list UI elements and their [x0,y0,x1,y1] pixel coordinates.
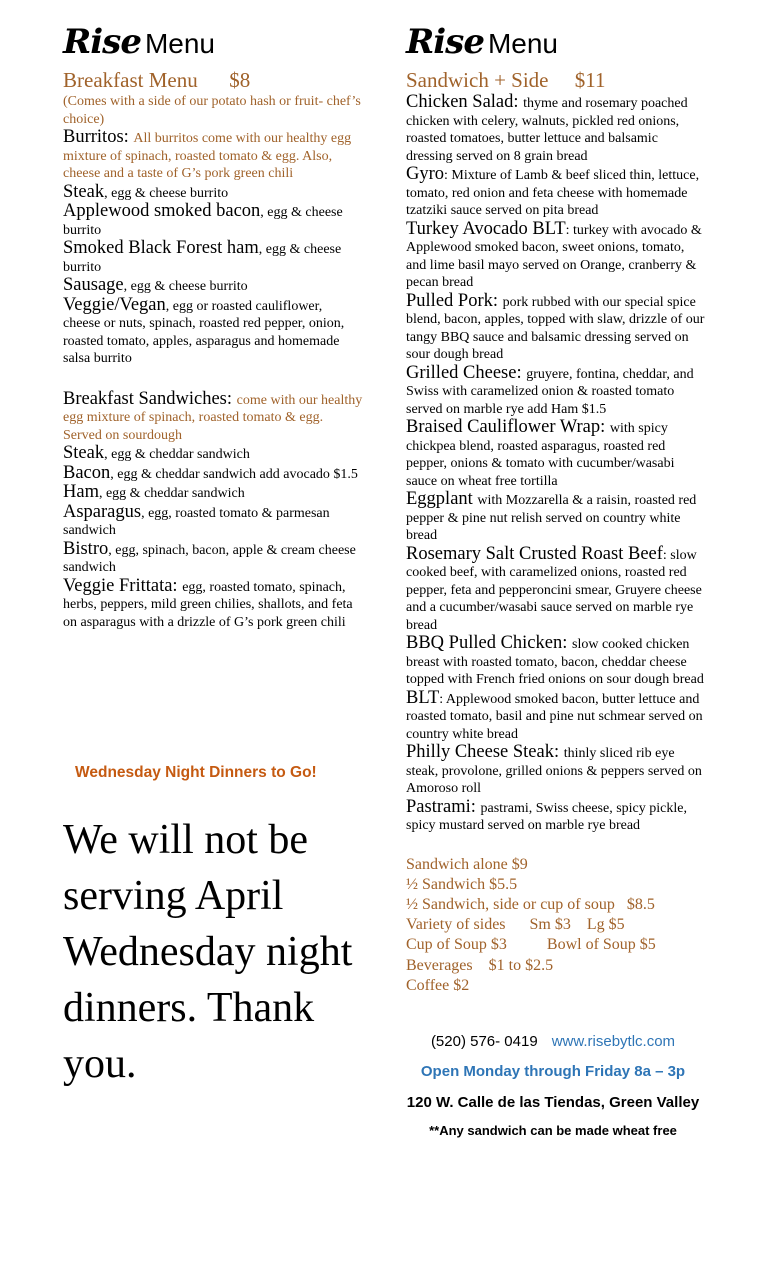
menu-item [406,744,708,798]
menu-item [406,218,708,292]
item-desc: , egg, roasted tomato & parmesan sandwich [63,505,330,538]
menu-item [63,203,363,239]
menu-item [63,277,363,296]
item-name: Bistro [63,538,109,559]
burritos-intro [63,129,363,183]
menu-item [63,240,363,276]
item-desc: , egg & cheese burrito [104,185,229,201]
item-name: BLT [406,687,440,708]
menu-item [406,635,708,689]
menu-item [406,796,708,835]
menu-item [63,294,363,368]
item-name: Pulled Pork: [406,290,503,311]
item-name: Veggie/Vegan [63,294,166,315]
right-column [406,22,708,1138]
price-line: Coffee $2 [406,976,470,994]
price-line: Cup of Soup $3 Bowl of Soup $5 [406,936,656,954]
closure-notice: We will not be serving April Wednesday night dinners. Thank you. [63,817,353,1087]
phone-number[interactable]: (520) 576- 0419 [430,1032,538,1050]
sandwich-section-title: Sandwich + Side $11 [406,68,606,92]
item-desc: , egg & cheese burrito [63,242,342,275]
price-line: Beverages $1 to $2.5 [406,956,554,974]
item-desc: All burritos come with our healthy egg mixture of spinach, roasted tomato & egg. Also, cheese and a taste of G’s pork green chili [63,131,352,181]
menu-item [406,290,708,364]
item-name: Braised Cauliflower Wrap: [406,417,610,437]
menu-item [63,445,363,464]
item-desc: thyme and rosemary poached chicken with celery, walnuts, pickled red onions, roasted tomatoes, butter lettuce and balsamic dressing served on 8 grain bread [406,96,688,164]
item-desc: , egg, spinach, bacon, apple & cream cheese sandwich [63,542,356,575]
breakfast-sandwiches-intro [63,388,363,445]
item-desc: thinly sliced rib eye steak, provolone, grilled onions & peppers served on Amoroso roll [406,746,702,796]
item-desc: , egg & cheddar sandwich add avocado $1.5 [110,466,358,482]
menu-item [406,419,708,490]
item-desc: with spicy chickpea blend, roasted asparagus, roasted red pepper, onions & tomato with cucumber/wasabi sauce on wheat free tortilla [406,421,675,489]
item-name: BBQ Pulled Chicken: [406,633,572,653]
breakfast-note: (Comes with a side of our potato hash or fruit- chef’s choice) [63,94,361,127]
menu-item [63,462,363,484]
item-desc: : Applewood smoked bacon, butter lettuce and roasted tomato, basil and pine nut schmear served on country white bread [406,691,703,742]
address: 120 W. Calle de las Tiendas, Green Valley [406,1093,700,1111]
item-desc: : Mixture of Lamb & beef sliced thin, lettuce, tomato, red onion and feta cheese with homemade tzatziki sauce served on pita bread [406,168,700,218]
item-desc: pastrami, Swiss cheese, spicy pickle, spicy mustard served on marble rye bread [406,800,687,833]
item-desc: pork rubbed with our special spice blend, bacon, apples, topped with slaw, drizzle of our tangy BBQ sauce and balsamic dressing served on sour dough bread [406,294,705,362]
item-name: Gyro [406,164,445,184]
item-desc: slow cooked chicken breast with roasted tomato, bacon, cheddar cheese topped with French fried onions on sour dough bread [406,637,704,687]
hours: Open Monday through Friday 8a – 3p [420,1062,686,1080]
logo-rise: Rise [63,22,141,62]
item-name: Bacon [63,462,111,483]
wheat-free-note: **Any sandwich can be made wheat free [429,1122,677,1138]
item-desc: : slow cooked beef, with caramelized onions, roasted red pepper, feta and pepperoncini smear, Gruyere cheese and a cucumber/wasabi sauce served on marble rye bread [406,547,702,633]
menu-item [63,501,363,540]
menu-item [63,484,363,503]
logo-menu: Menu [487,28,558,59]
item-name: Smoked Black Forest ham [63,238,259,258]
menu-item [406,166,708,220]
item-desc: , egg & cheese burrito [123,279,248,294]
price-line: Variety of sides Sm $3 Lg $5 [406,916,625,934]
item-name: Sausage [63,275,124,295]
item-name: Rosemary Salt Crusted Roast Beef [406,543,663,564]
wednesday-heading: Wednesday Night Dinners to Go! [75,764,317,781]
item-desc: egg, roasted tomato, spinach, herbs, peppers, mild green chilies, shallots, and feta on asparagus with a drizzle of G’s pork green chili [63,579,353,630]
item-desc: gruyere, fontina, cheddar, and Swiss with caramelized onion & roasted tomato served on marble rye add Ham $1.5 [406,366,694,417]
item-desc: , egg & cheddar sandwich [98,486,245,501]
menu-item [406,362,708,419]
menu-item [406,94,708,165]
item-desc: with Mozzarella & a raisin, roasted red pepper & pine nut relish served on country white bread [406,493,697,543]
website-link[interactable]: www.risebytlc.com [551,1032,676,1050]
price-line: ½ Sandwich, side or cup of soup $8.5 [406,895,655,913]
item-desc: , egg & cheese burrito [63,205,343,238]
item-name: Burritos: [63,127,134,147]
item-name: Grilled Cheese: [406,362,527,383]
item-name: Veggie Frittata: [63,575,183,596]
rise-logo [406,22,708,64]
item-name: Chicken Salad: [406,92,524,112]
menu-item [63,538,363,577]
item-desc: come with our healthy egg mixture of spinach, roasted tomato & egg. Served on sourdough [63,392,363,443]
item-desc: , egg or roasted cauliflower, cheese or nuts, spinach, roasted red pepper, onion, roasted tomato, apples, asparagus and homemade salsa burrito [63,298,345,366]
item-name: Applewood smoked bacon [63,201,261,221]
logo-menu: Menu [144,28,215,59]
item-name: Ham [63,482,99,502]
left-column [63,22,363,631]
menu-item [406,687,708,744]
item-desc: : turkey with avocado & Applewood smoked bacon, sweet onions, tomato, and lime basil mayo served on Orange, cranberry & pecan bread [406,222,702,290]
item-name: Philly Cheese Steak: [406,742,564,762]
item-name: Pastrami: [406,796,481,817]
rise-logo [63,22,363,64]
menu-item [63,181,363,203]
item-name: Asparagus [63,501,142,522]
price-list [406,855,708,996]
item-desc: , egg & cheddar sandwich [104,447,250,462]
menu-item [406,543,708,635]
item-name: Steak [63,443,105,463]
breakfast-section-title: Breakfast Menu $8 [63,68,251,92]
price-line: Sandwich alone $9 [406,855,528,873]
price-line: ½ Sandwich $5.5 [406,875,518,893]
item-name: Steak [63,181,105,202]
logo-rise: Rise [406,22,484,62]
menu-item [406,491,708,545]
item-name: Eggplant [406,489,478,509]
item-name: Turkey Avocado BLT [406,218,566,239]
menu-item [63,575,363,632]
item-name: Breakfast Sandwiches: [63,388,237,409]
